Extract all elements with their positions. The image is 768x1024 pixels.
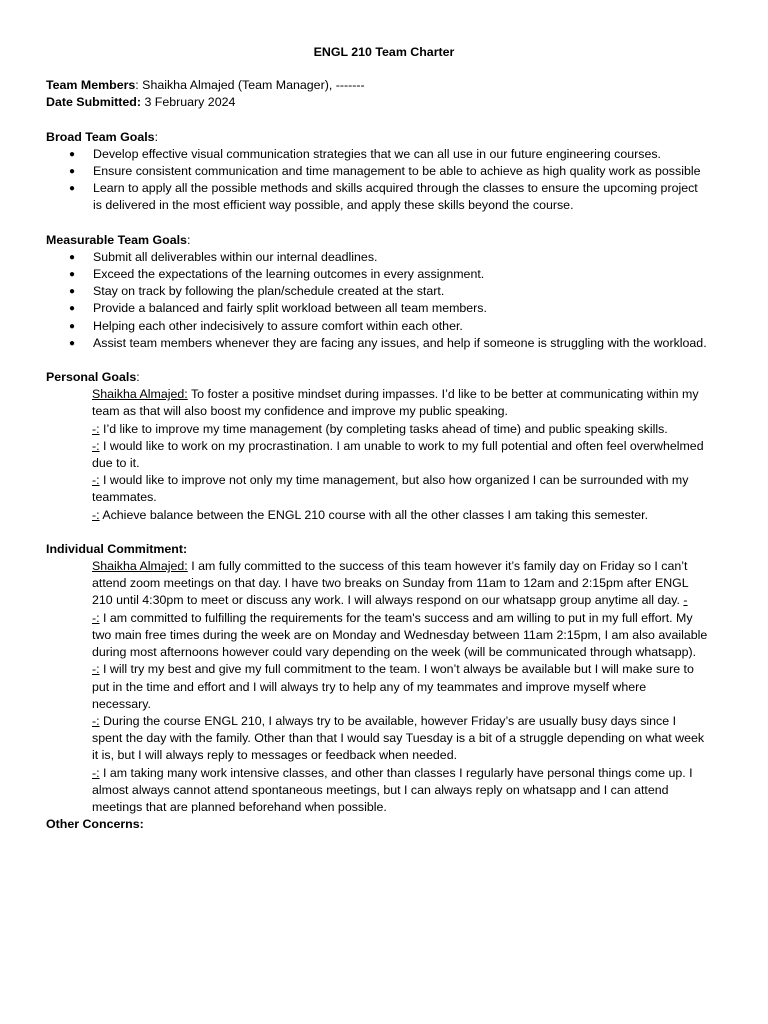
broad-goals-list [0,146,768,215]
list-item: ● Ensure consistent communication and time management to be able to achieve as high quality work as possible [0,163,708,180]
list-item: ● Stay on track by following the plan/schedule created at the start. [0,283,708,300]
personal-goal-entry: -: I’d like to improve my time management (by completing tasks ahead of time) and public speaking skills. [92,421,668,436]
measurable-goals-heading: Measurable Team Goals: [46,232,191,247]
other-concerns-heading: Other Concerns: [46,817,144,832]
personal-goal-entry: -: I would like to work on my procrastination. I am unable to work to my full potential and often feel overwhelmed due to it. [92,438,704,471]
team-members-line [46,77,708,94]
list-item: ● Assist team members whenever they are facing any issues, and help if someone is struggling with the workload. [0,335,708,352]
list-item: ● Develop effective visual communication strategies that we can all use in our future engineering courses. [0,146,708,163]
personal-goals-body [92,386,708,524]
entry-marker: -: [92,713,100,728]
individual-commitment-heading: Individual Commitment: [46,541,188,556]
individual-commitment-body [92,558,708,816]
personal-goal-entry: -: Achieve balance between the ENGL 210 course with all the other classes I am taking this semester. [92,507,649,522]
date-submitted-label: Date Submitted: [46,95,141,110]
commitment-entry: -: I am taking many work intensive classes, and other than classes I regularly have personal things come up. I almost always cannot attend spontaneous meetings, but I can always reply on whatsapp and I can attend meetings that are planned beforehand when possible. [92,765,693,814]
entry-marker: -: [92,438,100,453]
meta-block [46,77,708,111]
entry-marker: - [683,593,688,608]
personal-goal-entry: Shaikha Almajed: To foster a positive mindset during impasses. I’d like to be better at communicating within my team as that will also boost my confidence and improve my public speaking. [92,387,699,419]
entry-marker: -: [92,421,100,436]
list-item: ● Learn to apply all the possible methods and skills acquired through the classes to ensure the upcoming project is delivered in the most efficient way possible, and apply these skills beyond the course. [0,180,708,214]
date-submitted-line [46,94,708,111]
member-name: Shaikha Almajed: [92,387,188,402]
team-members-label: Team Members [46,78,136,93]
list-item: ● Exceed the expectations of the learning outcomes in every assignment. [0,266,708,283]
commitment-entry: Shaikha Almajed: I am fully committed to the success of this team however it’s family day on Friday so I can’t attend zoom meetings on that day. I have two breaks on Sunday from 11am to 12am and 2:15pm after ENGL 210 until 4:30pm to meet or discuss any work. I will always respond on our whatsapp group anytime all day. - [92,559,689,608]
team-members-value: : Shaikha Almajed (Team Manager), ------- [135,78,365,93]
document-title: ENGL 210 Team Charter [313,45,455,59]
entry-marker: -: [92,610,100,625]
commitment-entry: -: During the course ENGL 210, I always try to be available, however Friday’s are usually busy days since I spent the day with the family. Other than that I would say Tuesday is a bit of a struggle depending on what week it is, but I will always reply to messages or feedback when needed. [92,713,705,763]
entry-marker: -: [92,765,100,780]
personal-goals-heading: Personal Goals: [46,370,140,385]
entry-marker: -: [92,473,100,488]
commitment-entry: -: I will try my best and give my full commitment to the team. I won’t always be available but I will make sure to put in the time and effort and I will always try to help any of my teammates and improve myself where necessary. [92,662,694,711]
measurable-goals-list [0,249,768,352]
list-item: ● Provide a balanced and fairly split workload between all team members. [0,300,708,317]
entry-marker: -: [92,507,100,522]
date-submitted-value: 3 February 2024 [141,95,236,110]
list-item: ● Helping each other indecisively to assure comfort within each other. [0,318,708,335]
member-name: Shaikha Almajed: [92,559,188,574]
list-item: ● Submit all deliverables within our internal deadlines. [0,249,708,266]
commitment-entry: -: I am committed to fulfilling the requirements for the team's success and am willing to put in my full effort. My two main free times during the week are on Monday and Wednesday between 11am 2:15pm, I am also available during most afternoons however could vary depending on the week (will be communicated through whatsapp). [92,610,708,660]
broad-goals-heading: Broad Team Goals: [46,129,159,144]
personal-goal-entry: -: I would like to improve not only my time management, but also how organized I can be surrounded with my teammates. [92,473,689,505]
entry-marker: -: [92,662,100,677]
